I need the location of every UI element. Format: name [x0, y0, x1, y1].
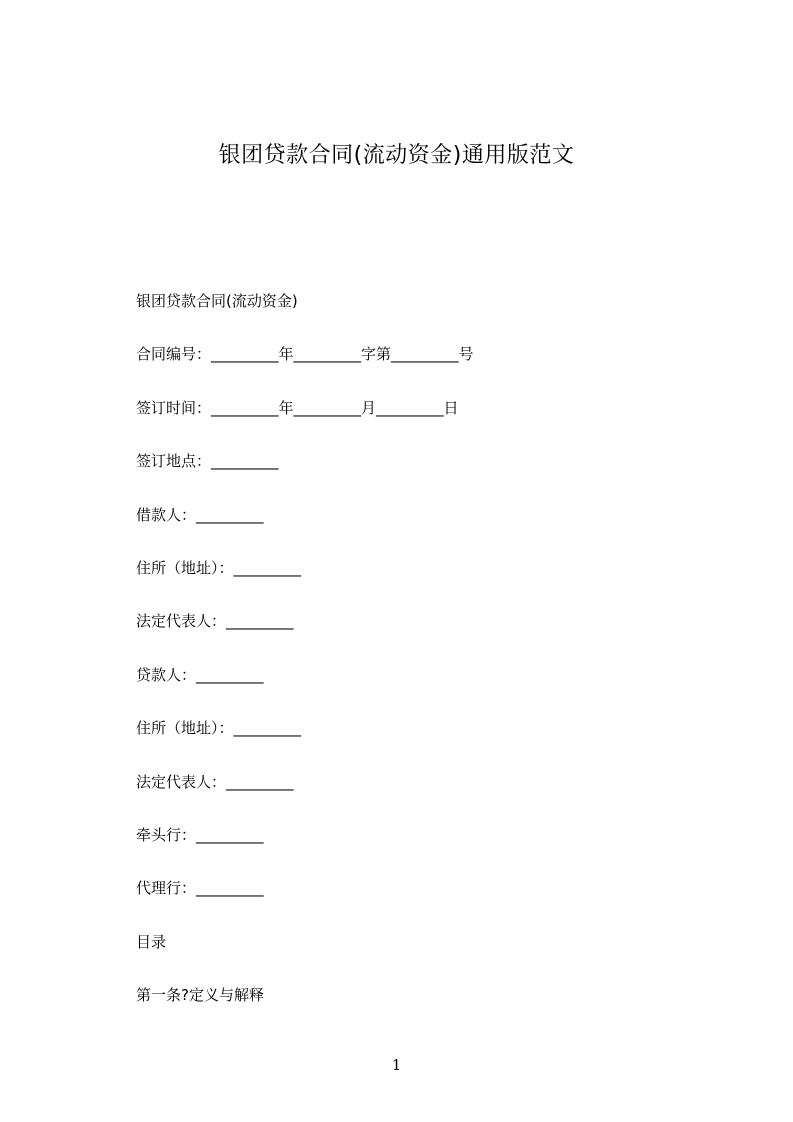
borrower-address-line: 住所（地址）：_________ — [136, 559, 302, 577]
signing-place-line: 签订地点：_________ — [136, 452, 279, 470]
agent-bank-line: 代理行：_________ — [136, 879, 264, 897]
page-number: 1 — [391, 1056, 402, 1074]
document-title: 银团贷款合同(流动资金)通用版范文 — [218, 143, 575, 168]
borrower-line: 借款人：_________ — [136, 506, 264, 524]
article-one-heading: 第一条?定义与解释 — [136, 986, 264, 1004]
lead-bank-line: 牵头行：_________ — [136, 826, 264, 844]
table-of-contents-heading: 目录 — [136, 933, 167, 951]
borrower-legal-rep-line: 法定代表人：_________ — [136, 612, 294, 630]
lender-line: 贷款人：_________ — [136, 666, 264, 684]
contract-subtitle: 银团贷款合同(流动资金) — [136, 292, 298, 310]
signing-date-line: 签订时间：_________年_________月_________日 — [136, 399, 459, 417]
lender-address-line: 住所（地址）：_________ — [136, 719, 302, 737]
contract-number-line: 合同编号：_________年_________字第_________号 — [136, 345, 474, 363]
lender-legal-rep-line: 法定代表人：_________ — [136, 773, 294, 791]
